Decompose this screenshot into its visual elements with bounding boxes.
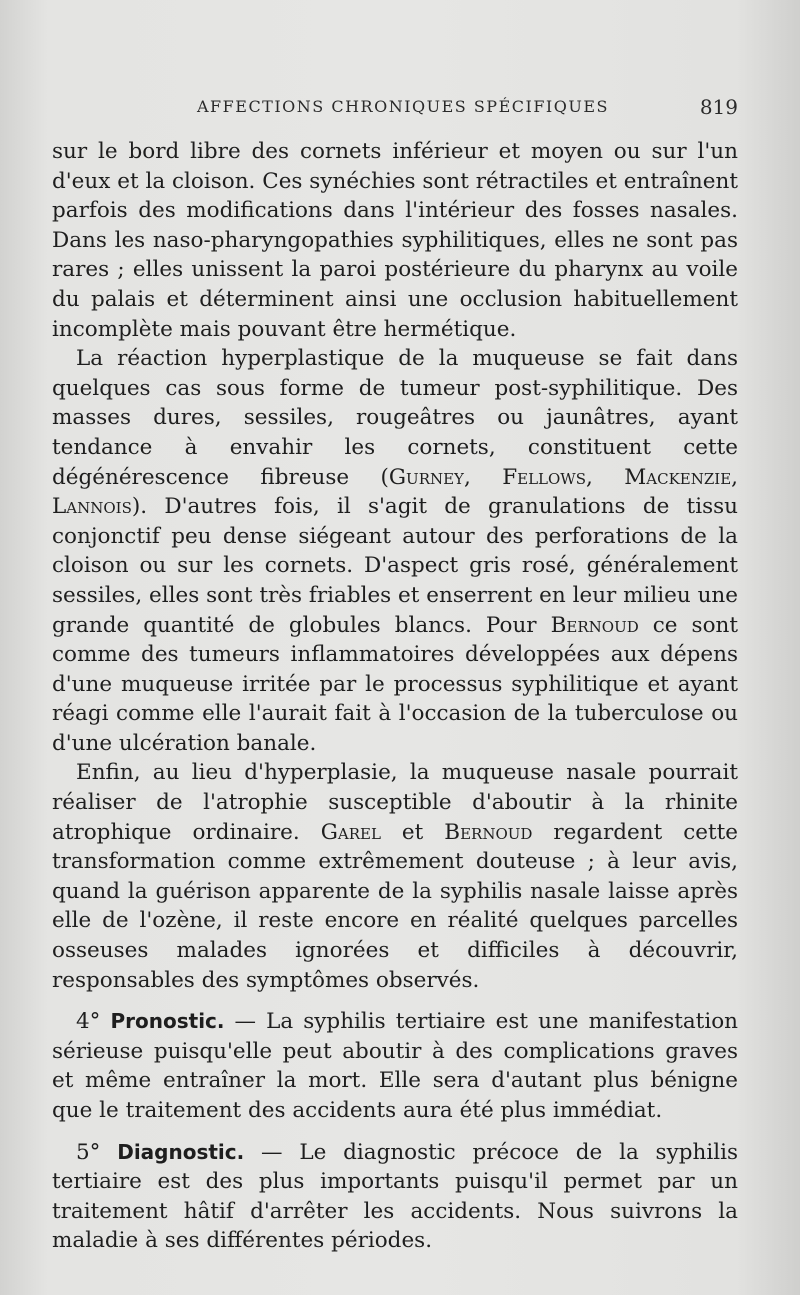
paragraph-hyperplasie <box>52 344 738 758</box>
paragraph-synechies: sur le bord libre des cornets inférieur et moyen ou sur l'un d'eux et la cloison. Ces synéchies sont rétractiles et entraînent parfois des modifications dans l'intérieur des fosses nasales. Dans les naso-pharyngopathies syphilitiques, elles ne sont pas rares ; elles unissent la paroi postérieure du pharynx au voile du palais et déterminent ainsi une occlusion habituellement incomplète mais pouvant être hermétique. <box>52 139 738 342</box>
page-number: 819 <box>699 95 738 119</box>
author-name: Bernoud <box>444 819 533 845</box>
author-name: Bernoud <box>550 612 639 638</box>
separator: et <box>380 819 445 845</box>
section-pronostic <box>52 1007 738 1125</box>
section-text: — La syphilis tertiaire est une manifestation sérieuse puisqu'elle peut aboutir à des complications graves et même entraîner la mort. Elle sera d'autant plus bénigne que le traitement des accidents aura été plus immédiat. <box>52 1009 738 1123</box>
text-run: Enfin, au lieu d'hyperplasie, la muqueuse nasale pourrait réaliser de l'atrophie susceptible d'aboutir à la rhinite atrophique ordinaire. <box>52 760 738 845</box>
running-head <box>52 95 738 125</box>
section-heading: Pronostic. <box>110 1009 225 1034</box>
section-diagnostic <box>52 1138 738 1256</box>
section-number: 5° <box>76 1139 118 1165</box>
text-run: La réaction hyperplastique de la muqueuse se fait dans quelques cas sous forme de tumeur post-syphilitique. Des masses dures, sessiles, rougeâtres ou jaunâtres, ayant tendance à envahir les cornets, constituent cette dégénérescence fibreuse ( <box>52 346 738 490</box>
author-name: Mackenzie <box>624 464 732 490</box>
author-name: Fellows <box>502 464 586 490</box>
author-name: Lannois <box>52 494 132 520</box>
section-text: — Le diagnostic précoce de la syphilis tertiaire est des plus importants puisqu'il permet par un traitement hâtif d'arrêter les accidents. Nous suivrons la maladie à ses différentes périodes. <box>52 1139 738 1254</box>
text-run: regardent cette transformation comme extrêmement douteuse ; à leur avis, quand la guérison apparente de la syphilis nasale laisse après elle de l'ozène, il reste encore en réalité quelques parcelles osseuses malades ignorées et difficiles à découvrir, responsables des symptômes observés. <box>52 819 738 993</box>
separator: , <box>731 464 738 490</box>
text-run: ). D'autres fois, il s'agit de granulations de tissu conjonctif peu dense siégeant autour des perforations de la cloison ou sur les cornets. D'aspect gris rosé, généralement sessiles, elles sont très friables et enserrent en leur milieu une grande quantité de globules blancs. Pour <box>52 494 738 638</box>
text-run: ce sont comme des tumeurs inflammatoires développées aux dépens d'une muqueuse irritée par le processus syphilitique et ayant réagi comme elle l'aurait fait à l'occasion de la tuberculose ou d'une ulcération banale. <box>52 612 738 756</box>
paragraph-atrophie <box>52 758 738 995</box>
author-name: Gurney <box>388 464 464 490</box>
section-number: 4° <box>76 1009 111 1035</box>
separator: , <box>463 464 503 490</box>
running-title: AFFECTIONS CHRONIQUES SPÉCIFIQUES <box>197 97 609 116</box>
section-heading: Diagnostic. <box>117 1139 245 1164</box>
separator: , <box>586 464 625 490</box>
author-name: Garel <box>320 819 381 845</box>
page-body <box>52 137 738 1256</box>
